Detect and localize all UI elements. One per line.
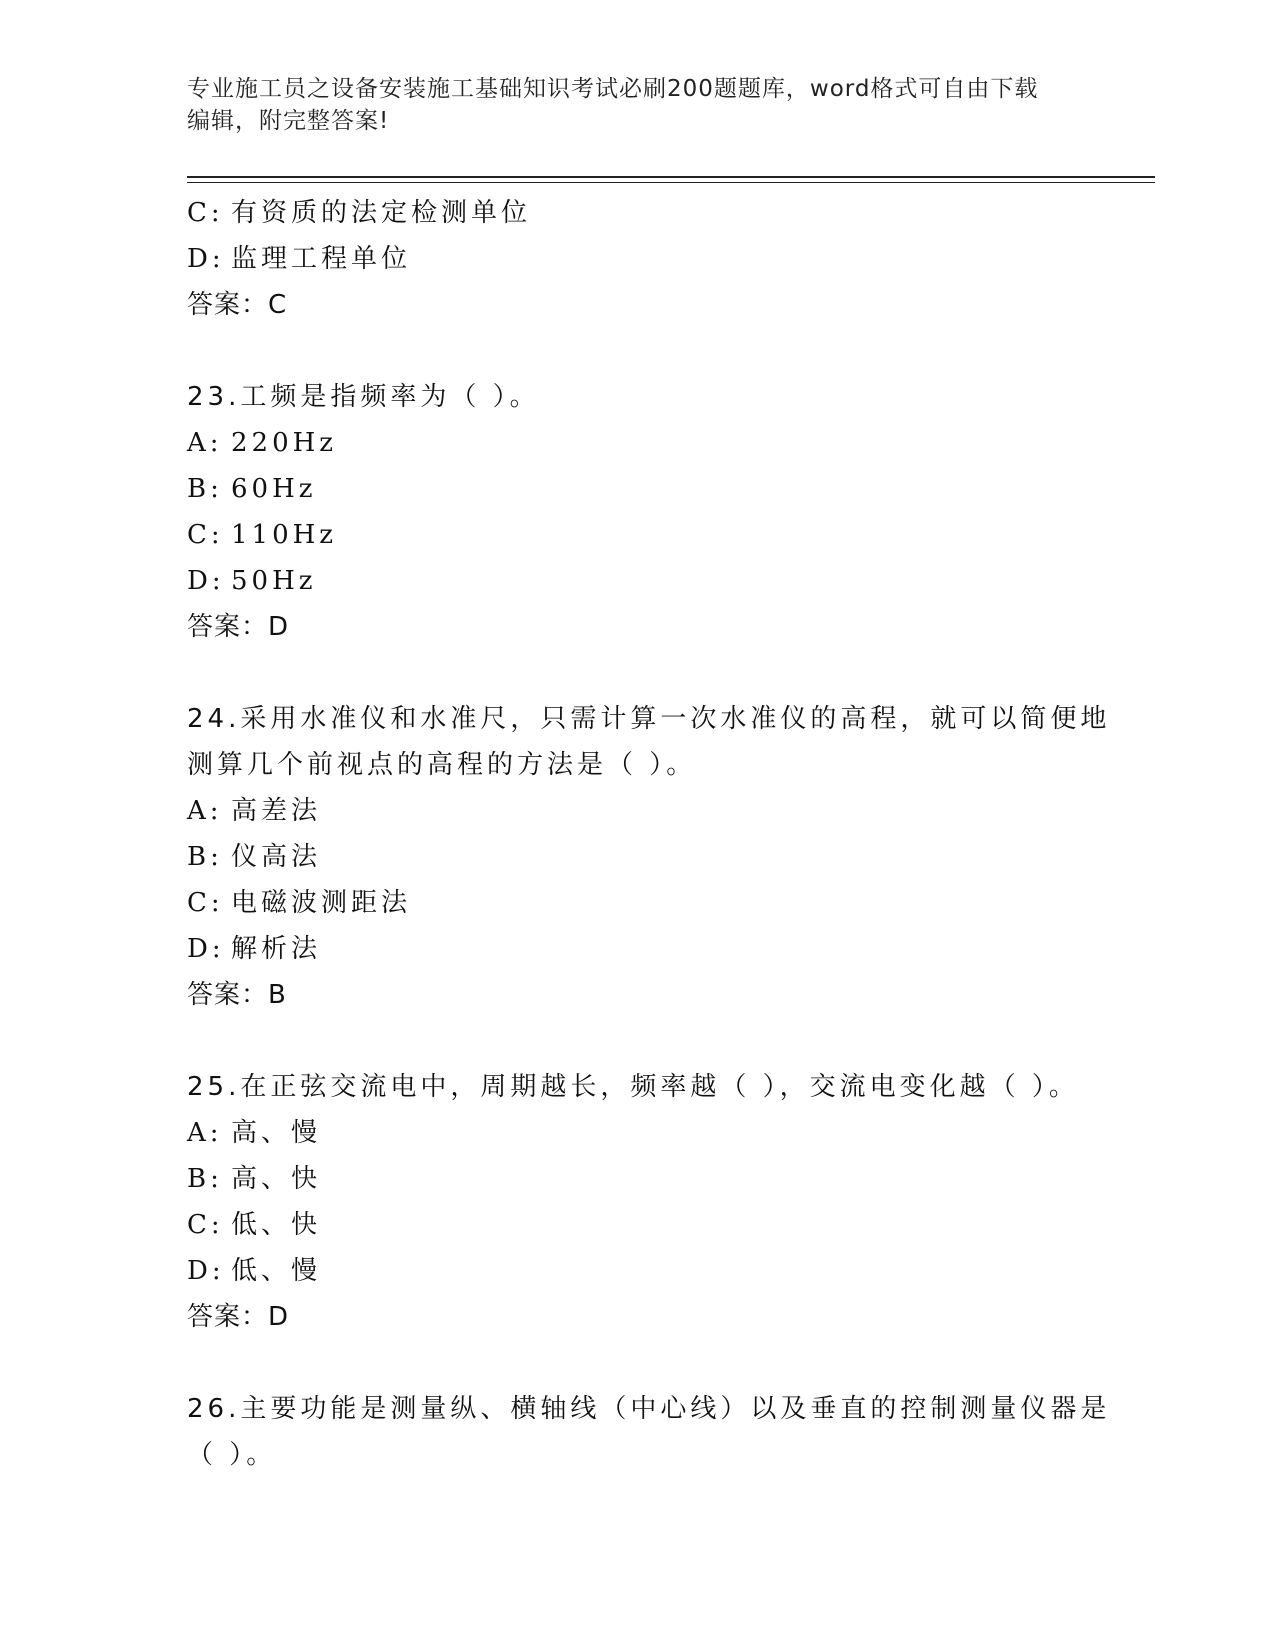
question-stem-line-2: （ ）。 — [187, 1440, 277, 1470]
option-b — [187, 466, 1087, 512]
question-stem-line-1: 26.主要功能是测量纵、横轴线（中心线）以及垂直的控制测量仪器是 — [187, 1394, 1111, 1424]
option-letter: D: — [187, 934, 225, 964]
option-letter: A: — [187, 796, 223, 826]
option-letter: C: — [187, 198, 224, 228]
question-25 — [187, 1064, 1087, 1340]
option-letter: A: — [187, 1118, 223, 1148]
option-text: 监理工程单位 — [231, 244, 412, 274]
spacer — [187, 328, 1087, 374]
document-header — [187, 73, 1067, 137]
option-letter: D: — [187, 1256, 225, 1286]
option-text: 220Hz — [231, 428, 337, 458]
header-title-line-2: 编辑，附完整答案! — [187, 108, 390, 134]
option-d — [187, 236, 1087, 282]
option-letter: B: — [187, 842, 223, 872]
question-list — [187, 190, 1111, 1478]
option-letter: C: — [187, 888, 224, 918]
question-23 — [187, 374, 1087, 650]
option-d — [187, 558, 1087, 604]
answer-line: 答案：D — [187, 1302, 290, 1332]
option-d — [187, 1248, 1087, 1294]
option-c — [187, 1202, 1087, 1248]
option-c — [187, 190, 1087, 236]
option-letter: C: — [187, 520, 224, 550]
spacer — [187, 1018, 1087, 1064]
option-letter: D: — [187, 566, 225, 596]
question-stem: 23.工频是指频率为（ ）。 — [187, 382, 540, 412]
question-stem-line-2: 测算几个前视点的高程的方法是（ ）。 — [187, 750, 697, 780]
option-b — [187, 1156, 1087, 1202]
answer-line: 答案：B — [187, 980, 287, 1010]
option-text: 高差法 — [231, 796, 322, 826]
option-text: 50Hz — [231, 566, 317, 596]
header-divider-thick — [187, 176, 1155, 178]
question-22-continued — [187, 190, 1087, 328]
option-text: 有资质的法定检测单位 — [231, 198, 532, 228]
option-text: 110Hz — [231, 520, 337, 550]
option-a — [187, 1110, 1087, 1156]
option-text: 60Hz — [231, 474, 317, 504]
question-stem-line-1: 24.采用水准仪和水准尺，只需计算一次水准仪的高程，就可以简便地 — [187, 704, 1111, 734]
header-title-line-1: 专业施工员之设备安装施工基础知识考试必刷200题题库，word格式可自由下载 — [187, 76, 1039, 102]
option-a — [187, 420, 1087, 466]
option-text: 电磁波测距法 — [231, 888, 412, 918]
option-text: 低、快 — [231, 1210, 322, 1240]
option-text: 仪高法 — [231, 842, 322, 872]
header-divider-thin — [187, 182, 1155, 183]
option-text: 高、快 — [231, 1164, 322, 1194]
question-24 — [187, 696, 1111, 1018]
answer-line: 答案：D — [187, 612, 290, 642]
spacer — [187, 650, 1087, 696]
option-c — [187, 880, 1087, 926]
option-letter: A: — [187, 428, 223, 458]
option-letter: B: — [187, 1164, 223, 1194]
option-text: 解析法 — [231, 934, 322, 964]
option-letter: B: — [187, 474, 223, 504]
option-text: 高、慢 — [231, 1118, 322, 1148]
question-26 — [187, 1386, 1111, 1478]
option-d — [187, 926, 1087, 972]
option-letter: C: — [187, 1210, 224, 1240]
option-letter: D: — [187, 244, 225, 274]
option-c — [187, 512, 1087, 558]
answer-line: 答案：C — [187, 290, 288, 320]
option-a — [187, 788, 1087, 834]
question-stem: 25.在正弦交流电中，周期越长，频率越（ ），交流电变化越（ ）。 — [187, 1072, 1079, 1102]
spacer — [187, 1340, 1087, 1386]
option-b — [187, 834, 1087, 880]
option-text: 低、慢 — [231, 1256, 322, 1286]
